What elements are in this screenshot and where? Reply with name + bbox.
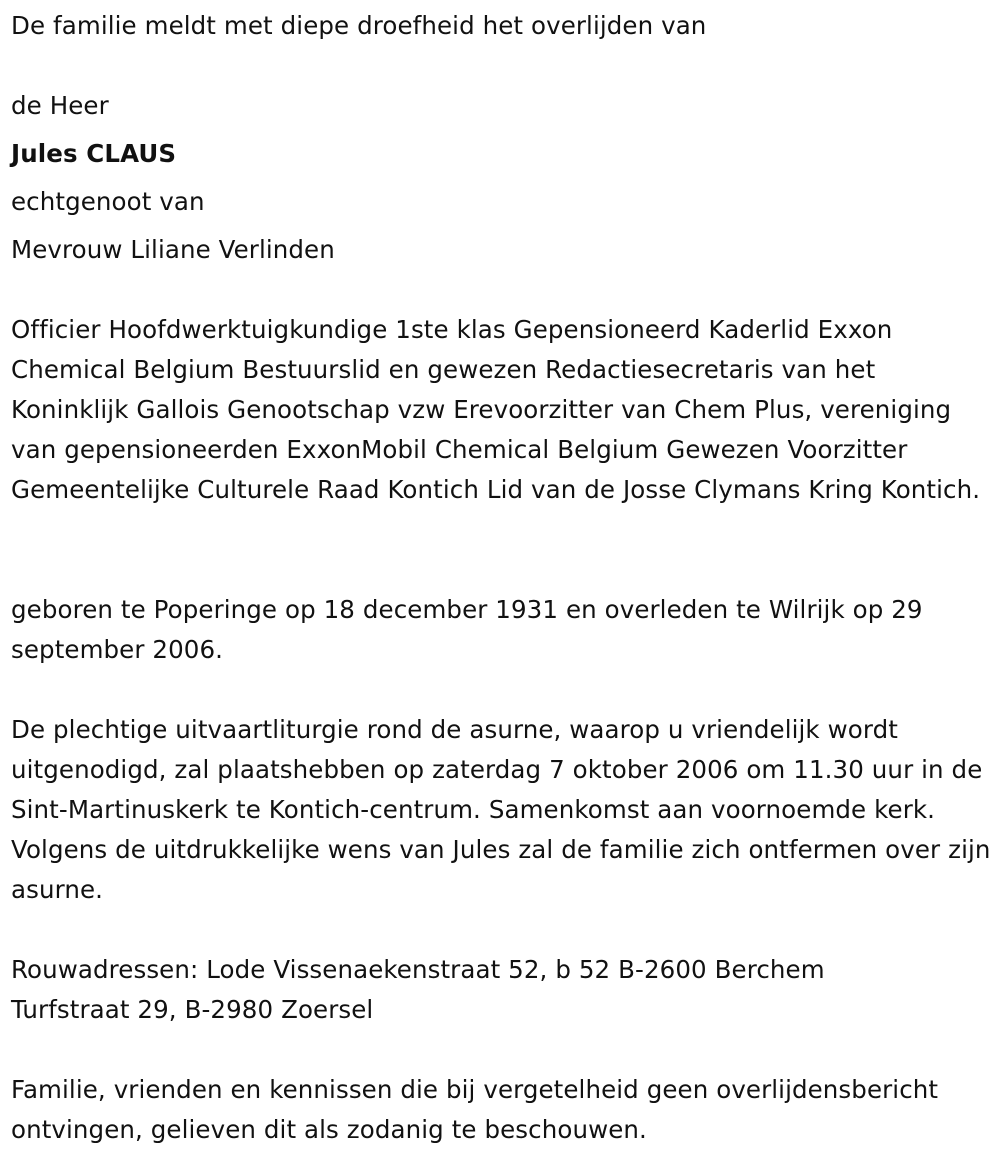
closing-paragraph: Familie, vrienden en kennissen die bij vergetelheid geen overlijdensbericht ontvingen, gelieven dit als zodanig te beschouwen. bbox=[11, 1075, 939, 1144]
relation-text: echtgenoot van bbox=[11, 187, 205, 216]
functions-paragraph: Officier Hoofdwerktuigkundige 1ste klas Gepensioneerd Kaderlid Exxon Chemical Belgium Bestuurslid en gewezen Redactiesecretaris van het Koninklijk Gallois Genootschap vzw Erevoorzitter van Chem Plus, vereniging van gepensioneerden ExxonMobil Chemical Belgium Gewezen Voorzitter Gemeentelijke Culturele Raad Kontich Lid van de Josse Clymans Kring Kontich. bbox=[11, 315, 981, 504]
spouse-name: Mevrouw Liliane Verlinden bbox=[11, 235, 335, 264]
funeral-paragraph: De plechtige uitvaartliturgie rond de asurne, waarop u vriendelijk wordt uitgenodigd, zal plaatshebben op zaterdag 7 oktober 2006 om 11.30 uur in de Sint-Martinuskerk te Kontich-centrum. Samenkomst aan voornoemde kerk. Volgens de uitdrukkelijke wens van Jules zal de familie zich ontfermen over zijn asurne. bbox=[11, 715, 991, 904]
birth-death-paragraph: geboren te Poperinge op 18 december 1931 en overleden te Wilrijk op 29 september 2006. bbox=[11, 595, 923, 664]
addresses-line-2: Turfstraat 29, B-2980 Zoersel bbox=[11, 995, 374, 1024]
salutation: de Heer bbox=[11, 91, 109, 120]
addresses-line-1: Rouwadressen: Lode Vissenaekenstraat 52, b 52 B-2600 Berchem bbox=[11, 955, 825, 984]
deceased-name: Jules CLAUS bbox=[11, 139, 177, 168]
intro-text: De familie meldt met diepe droefheid het overlijden van bbox=[11, 11, 707, 40]
